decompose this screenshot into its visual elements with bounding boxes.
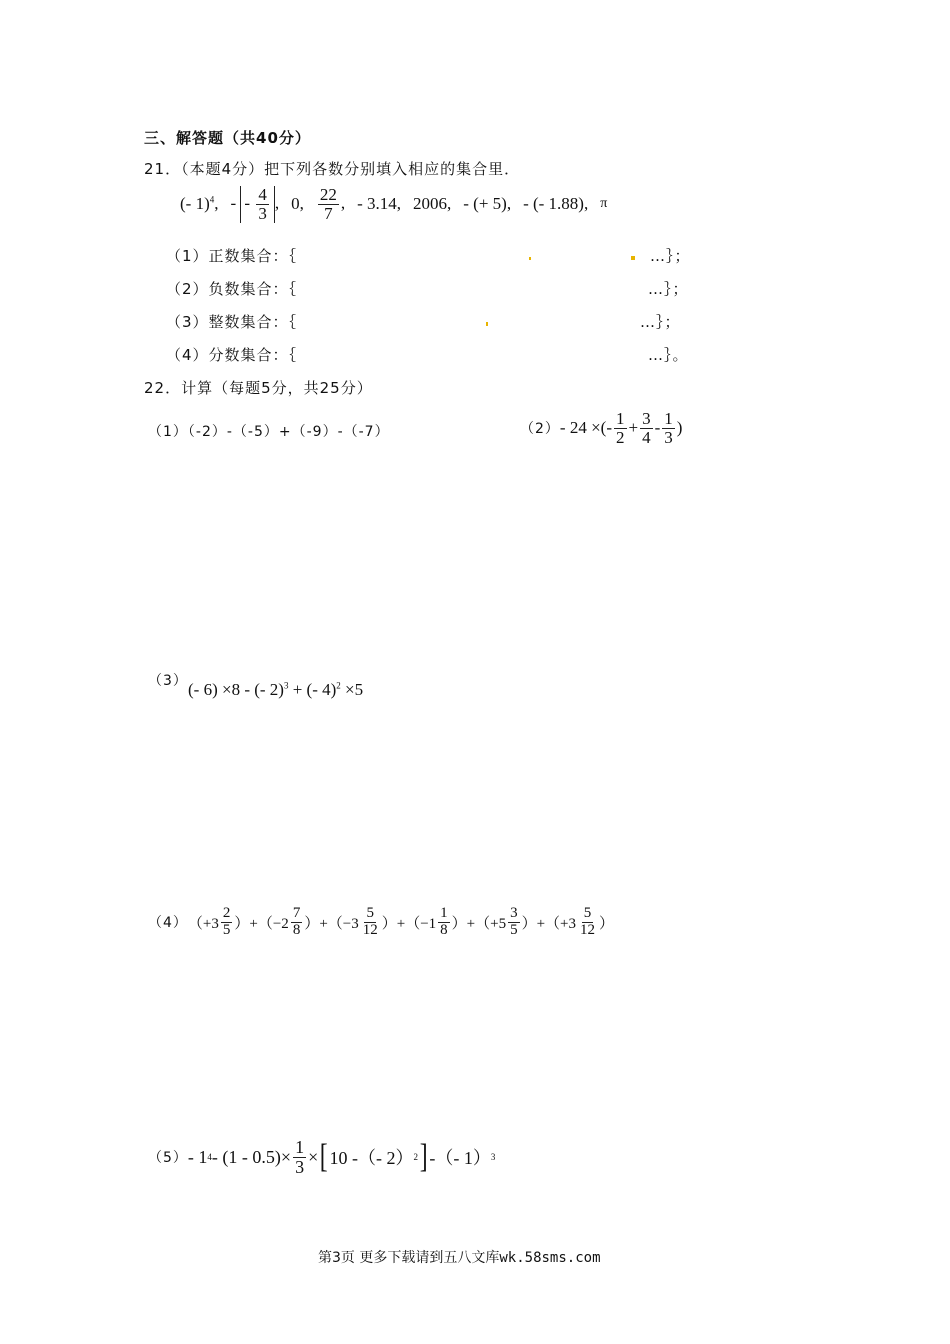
set-negative-label: （2）负数集合：｛ xyxy=(166,280,298,298)
set-positive-label: （1）正数集合：｛ xyxy=(166,247,298,265)
set-fraction-end: …｝。 xyxy=(648,346,689,364)
set-integer-end: …｝； xyxy=(640,313,681,331)
page-footer xyxy=(318,1247,601,1267)
number-neg-3-14: - 3.14, xyxy=(357,194,401,214)
set-positive-end: …｝； xyxy=(650,247,691,265)
question-21-heading: 21．（本题4分）把下列各数分别填入相应的集合里． xyxy=(144,160,521,178)
right-bracket: ] xyxy=(419,1138,428,1176)
problem-3-expression: (- 6) ×8 - (- 2)$^3$ + (- 4)$^2$ ×5 xyxy=(188,680,364,699)
number-neg-abs-four-thirds: - - $\frac{4}{3}$ , xyxy=(230,185,280,223)
number-zero: 0, xyxy=(291,194,304,214)
number-neg-neg-1-88: - (- 1.88), xyxy=(523,194,589,214)
footer-site-link[interactable]: wk.58sms.com xyxy=(499,1250,601,1266)
set-negative-end: …｝； xyxy=(648,280,689,298)
question-22-heading: 22．计算（每题5分，共25分） xyxy=(144,379,373,397)
set-integer-label: （3）整数集合：｛ xyxy=(166,313,298,331)
footer-text: 第3页 更多下载请到五八文库 xyxy=(318,1250,500,1266)
problem-2: （2） - 24 ×(- $\frac{1}{2}$ + $\frac{3}{4}$ - $\frac{1}{3}$ ) xyxy=(520,409,683,447)
problem-4: （4） （+3 $\frac{2}{5}$ ）+（−2 $\frac{7}{8}$ ）+（−3 $\frac{5}{12}$ ）+（−1 $\frac{1}{8}$ ）+（+5 $\frac{3}{5}$ ）+（+3 $\frac{5}{12}$ ） xyxy=(148,905,615,938)
number-neg-pos-5: - (+ 5), xyxy=(463,194,512,214)
stray-mark xyxy=(529,257,531,260)
number-2006: 2006, xyxy=(413,194,452,214)
number-neg-one-pow-4: (- 1)$^4$, xyxy=(180,194,219,214)
number-22-over-7: $\frac{22}{7}$ , xyxy=(319,185,346,223)
number-pi: π xyxy=(600,196,608,212)
stray-mark xyxy=(486,322,488,326)
section-title: 三、解答题（共40分） xyxy=(144,129,311,147)
number-list xyxy=(180,186,607,223)
set-fraction-label: （4）分数集合：｛ xyxy=(166,346,298,364)
problem-3-label: （3） xyxy=(148,673,188,689)
problem-5: （5） - 1 4 - (1 - 0.5)× $\frac{1}{3}$ × [ 10 -（- 2） 2 ] -（- 1） 3 xyxy=(148,1137,496,1177)
stray-mark xyxy=(631,256,635,260)
left-bracket: [ xyxy=(319,1138,328,1176)
problem-1: （1）（-2）-（-5）+（-9）-（-7） xyxy=(148,424,390,440)
